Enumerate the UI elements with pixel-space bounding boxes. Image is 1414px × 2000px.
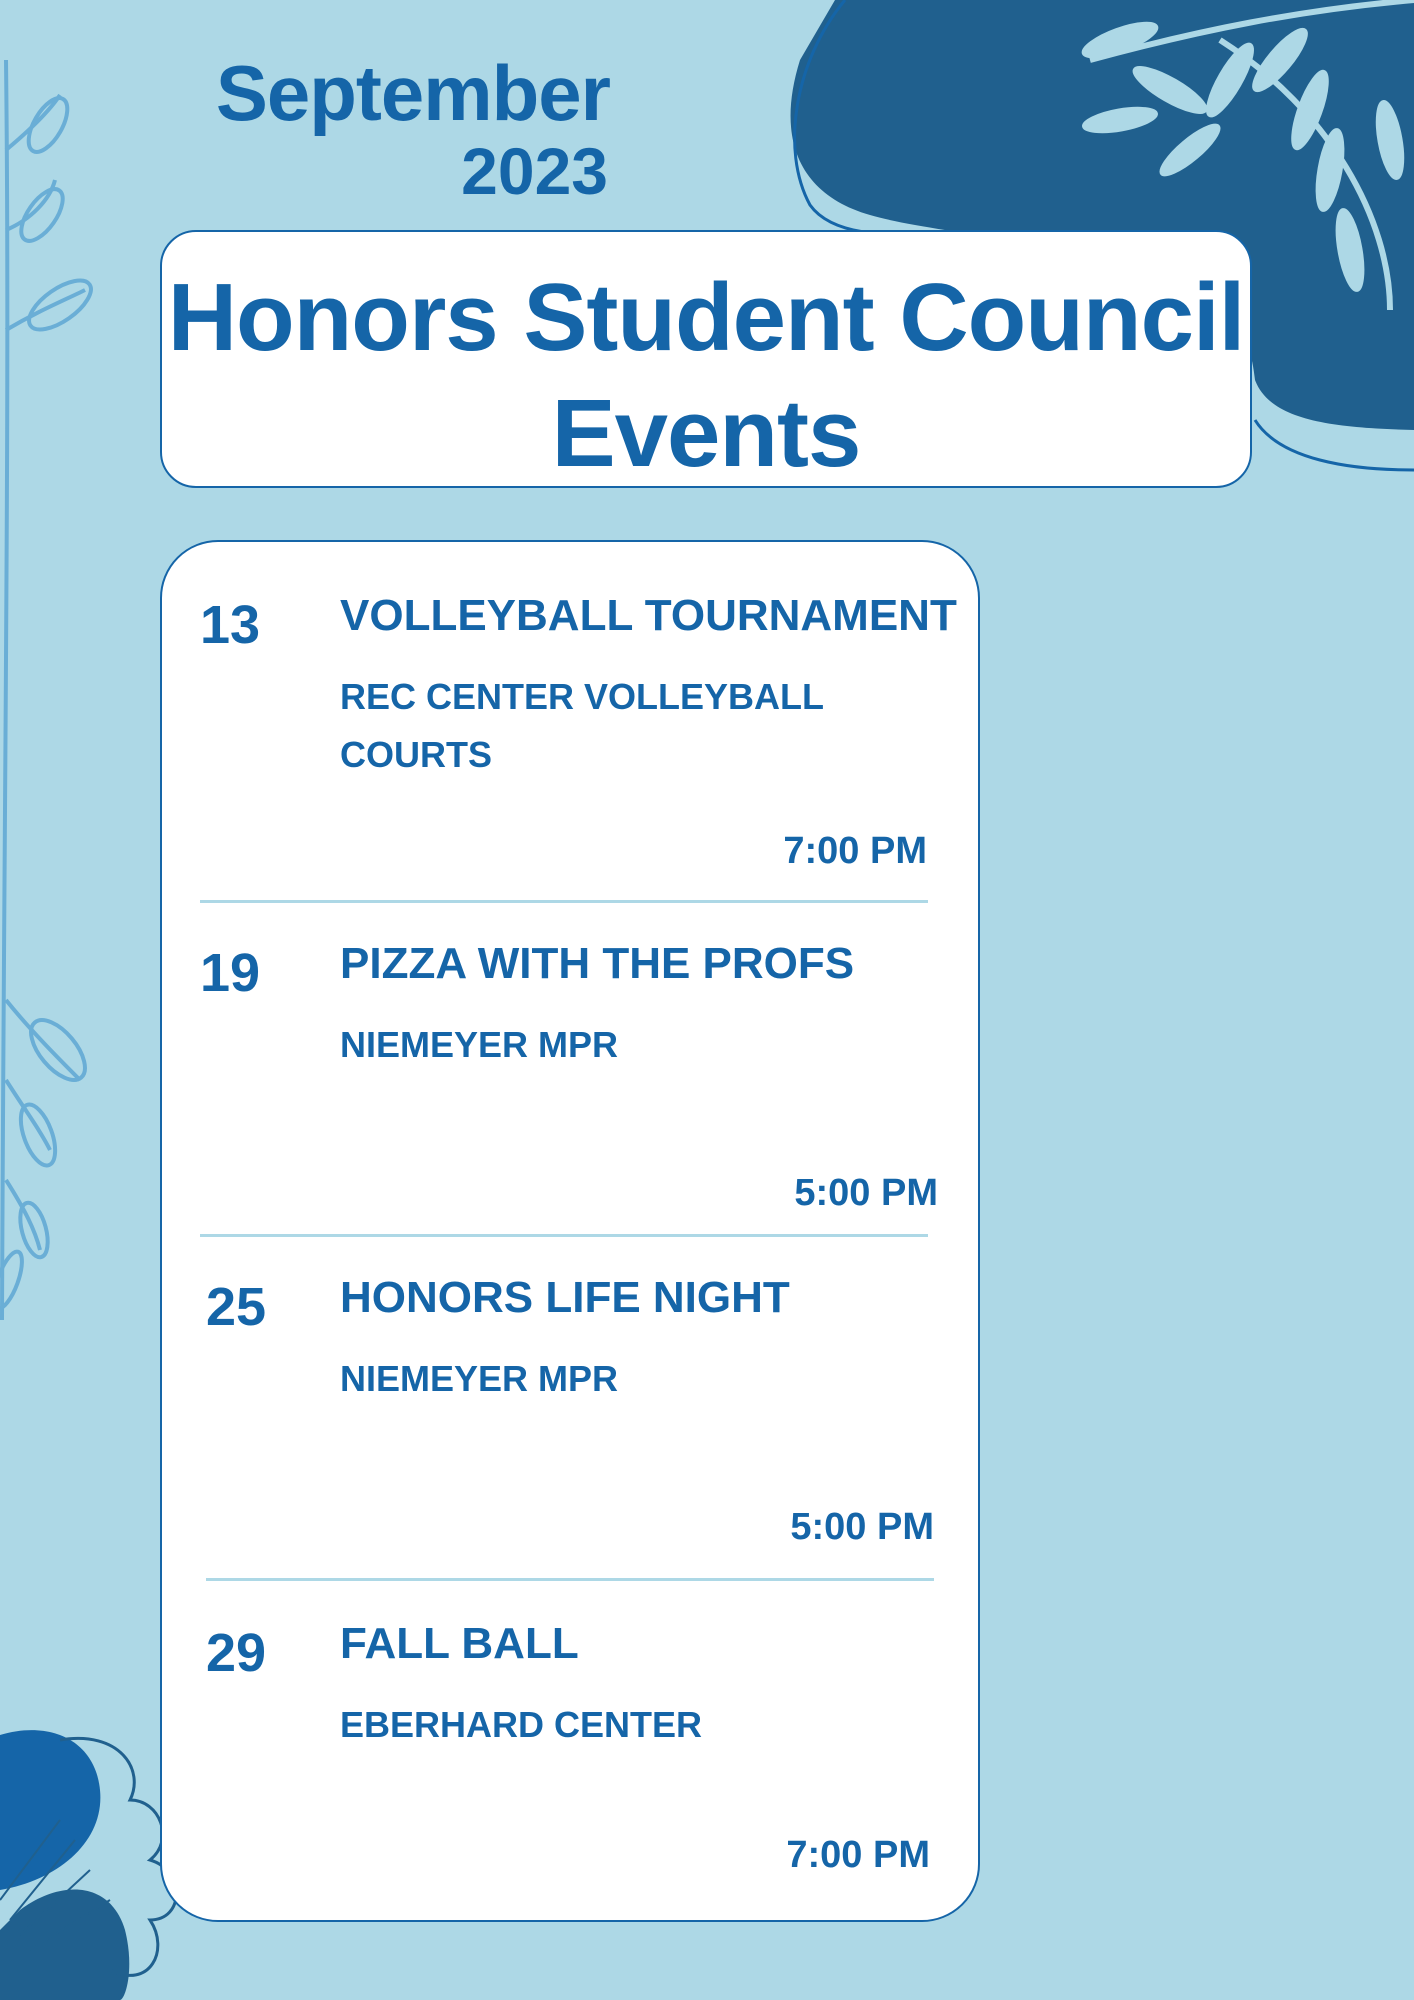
event-time: 7:00 PM <box>783 830 927 872</box>
bottom-left-leaf-shape <box>0 1730 176 2000</box>
month-label: September <box>215 49 610 137</box>
event-day: 13 <box>200 595 261 655</box>
event-divider <box>200 900 928 903</box>
event-day: 25 <box>206 1277 267 1337</box>
event-name: VOLLEYBALL TOURNAMENT <box>340 591 957 640</box>
event-day: 29 <box>206 1623 267 1683</box>
events-card <box>160 540 980 1922</box>
event-divider <box>200 1234 928 1237</box>
event-location: NIEMEYER MPR <box>340 1024 619 1065</box>
event-name: PIZZA WITH THE PROFS <box>340 939 855 988</box>
event-name: HONORS LIFE NIGHT <box>340 1273 790 1322</box>
event-location: REC CENTER VOLLEYBALL COURTS <box>340 676 824 775</box>
event-time: 7:00 PM <box>786 1834 930 1876</box>
event-time: 5:00 PM <box>794 1172 938 1214</box>
title-banner <box>160 230 1252 488</box>
event-name: FALL BALL <box>340 1619 579 1668</box>
year-label: 2023 <box>461 134 608 208</box>
page-title: Honors Student Council Events <box>167 264 1245 487</box>
event-location: NIEMEYER MPR <box>340 1358 619 1399</box>
left-vine <box>0 60 99 1320</box>
event-day: 19 <box>200 943 261 1003</box>
event-location: EBERHARD CENTER <box>340 1704 703 1745</box>
event-divider <box>206 1578 934 1581</box>
event-time: 5:00 PM <box>790 1506 934 1548</box>
